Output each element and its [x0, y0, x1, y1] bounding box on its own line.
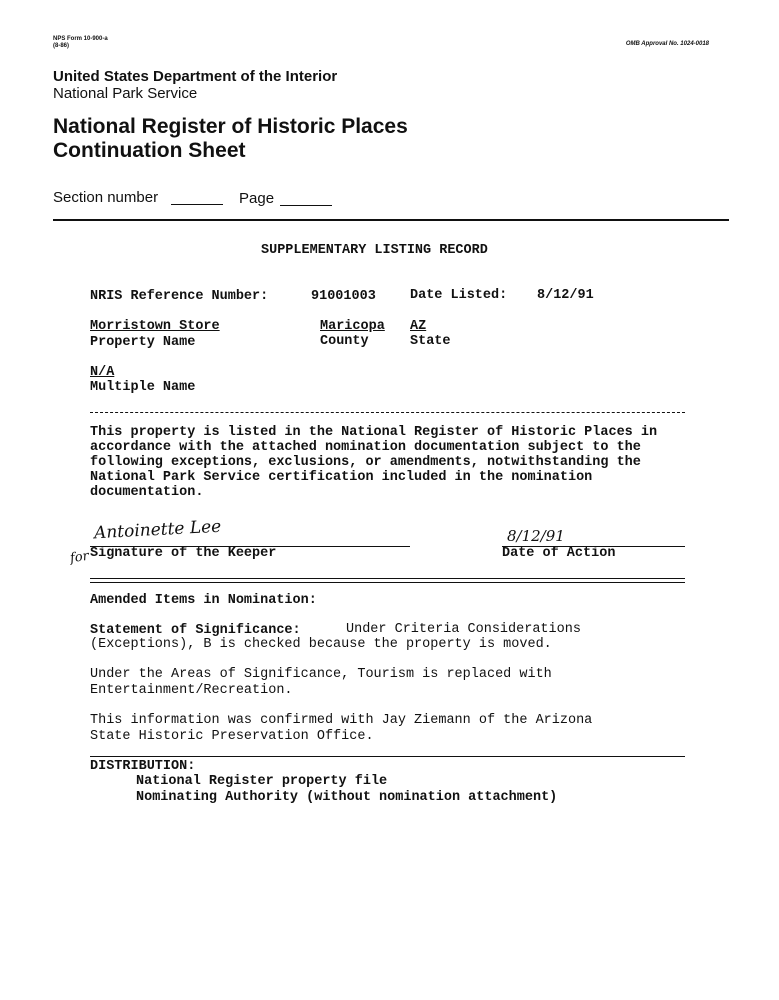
record-heading: SUPPLEMENTARY LISTING RECORD [261, 243, 488, 258]
county-label: County [320, 334, 369, 349]
county-value: Maricopa [320, 319, 385, 334]
date-listed-value: 8/12/91 [537, 288, 594, 303]
double-divider [90, 578, 685, 583]
form-number [53, 36, 108, 50]
multiple-name-value: N/A [90, 365, 115, 380]
page-blank [280, 205, 332, 206]
document-subtitle: Continuation Sheet [53, 139, 246, 162]
significance-text-1: Under Criteria Considerations [346, 622, 581, 637]
form-number-text: NPS Form 10-900-a [53, 36, 108, 42]
areas-text-1: Under the Areas of Significance, Tourism is replaced with [90, 667, 552, 682]
department-name: United States Department of the Interior [53, 68, 338, 85]
state-label: State [410, 334, 451, 349]
distribution-heading: DISTRIBUTION: [90, 759, 196, 774]
section-number-blank [171, 204, 223, 205]
nris-label: NRIS Reference Number: [90, 289, 269, 304]
areas-text-2: Entertainment/Recreation. [90, 683, 293, 698]
page-label: Page [239, 190, 275, 207]
action-date-label: Date of Action [502, 546, 616, 561]
state-value: AZ [410, 319, 427, 334]
multiple-name-label: Multiple Name [90, 380, 196, 395]
section-number-label: Section number [53, 189, 159, 206]
date-listed-label: Date Listed: [410, 288, 508, 303]
document-title: National Register of Historic Places [53, 115, 408, 138]
service-name: National Park Service [53, 85, 198, 102]
header-rule [53, 219, 729, 221]
distribution-divider [90, 756, 685, 757]
property-name-label: Property Name [90, 335, 196, 350]
signature-for-note: for [69, 548, 90, 567]
listing-statement: This property is listed in the National Register of Historic Places in accordance with the attached nomination documentation subject to the following exceptions, exclusions, or amendments, notwithstanding the National Park Service certification included in the nomination documentation. [90, 425, 658, 500]
distribution-item: Nominating Authority (without nomination attachment) [136, 790, 558, 805]
signature-label: Signature of the Keeper [90, 546, 277, 561]
dashed-divider [90, 412, 685, 413]
form-revision-text: (8-86) [53, 43, 70, 49]
action-date-handwritten: 8/12/91 [507, 527, 565, 545]
distribution-item: National Register property file [136, 774, 388, 789]
significance-text-2: (Exceptions), B is checked because the property is moved. [90, 637, 552, 652]
nris-value: 91001003 [311, 289, 376, 304]
omb-approval: OMB Approval No. 1024-0018 [625, 41, 709, 47]
confirm-text-2: State Historic Preservation Office. [90, 729, 374, 744]
significance-label: Statement of Significance: [90, 623, 301, 638]
keeper-signature: Antoinette Lee [93, 516, 222, 544]
amended-heading: Amended Items in Nomination: [90, 593, 317, 608]
confirm-text-1: This information was confirmed with Jay Ziemann of the Arizona [90, 713, 593, 728]
property-name-value: Morristown Store [90, 319, 220, 334]
